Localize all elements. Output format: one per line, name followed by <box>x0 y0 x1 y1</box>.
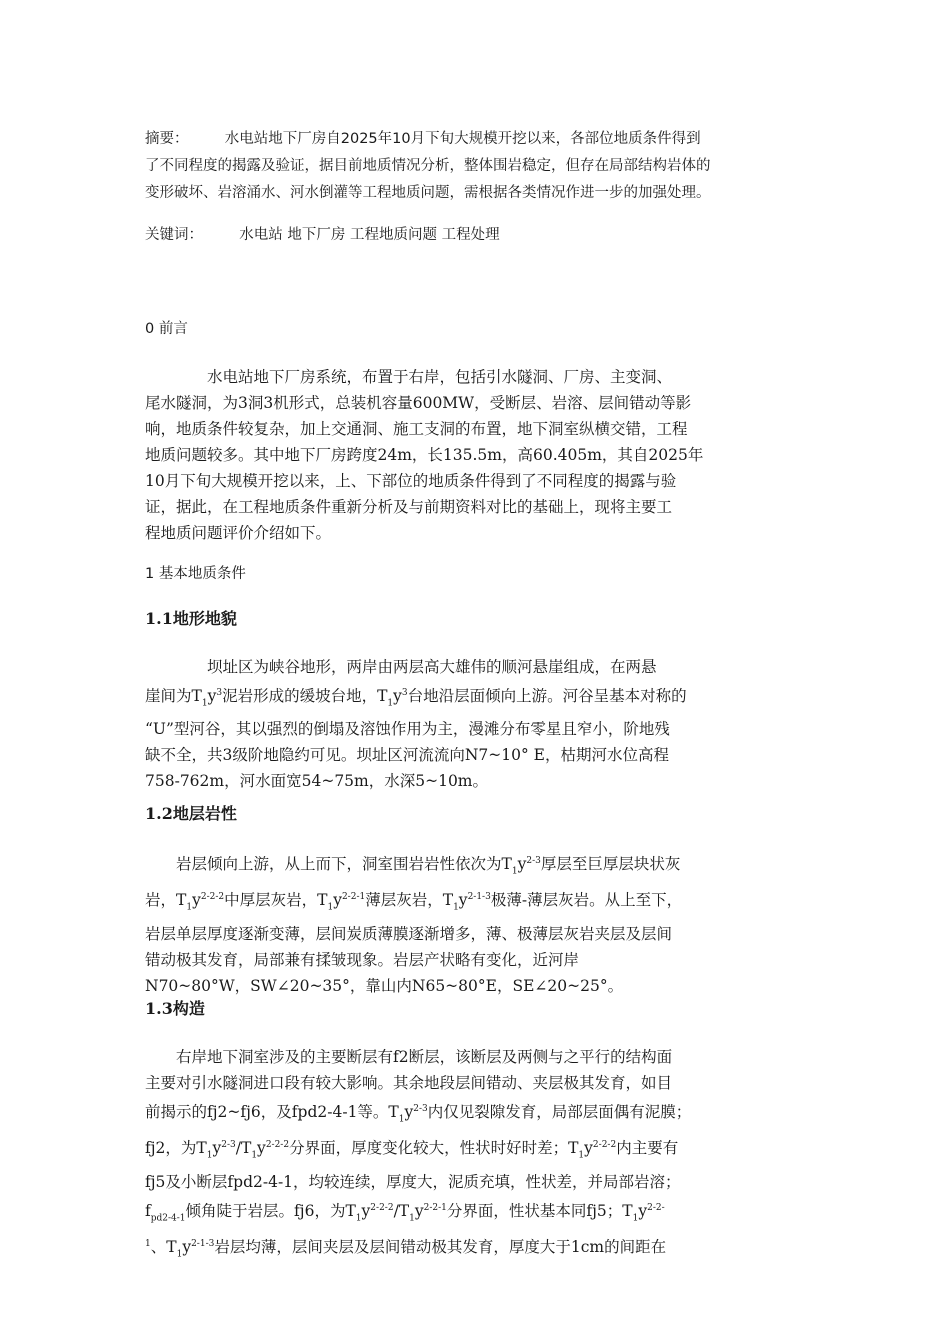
paragraph-line: 错动极其发育，局部兼有揉皱现象。岩层产状略有变化，近河岸 <box>145 950 580 969</box>
paragraph-line: 尾水隧洞，为3洞3机形式，总装机容量600MW，受断层、岩溶、层间错动等影 <box>145 394 692 412</box>
structure-paragraph <box>145 1044 813 1267</box>
lithology-paragraph <box>145 848 813 999</box>
subsection-title: 1.3构造 <box>145 999 205 1018</box>
paragraph-line: 地质问题较多。其中地下厂房跨度24m，长135.5m，高60.405m，其自2025年 <box>145 446 704 464</box>
paragraph-line: 758-762m，河水面宽54~75m，水深5~10m。 <box>145 772 489 791</box>
preface-paragraph <box>145 364 813 546</box>
paragraph-line: N70~80°W，SW∠20~35°，靠山内N65~80°E，SE∠20~25°。 <box>145 976 624 995</box>
paragraph-line: 10月下旬大规模开挖以来，上、下部位的地质条件得到了不同程度的揭露与验 <box>145 472 677 490</box>
paragraph-line: $^1$、$T_1y^{2-1-3}$岩层均薄，层间夹层及层间错动极其发育，厚度大于1cm的间距在 <box>145 1237 667 1259</box>
subsection-heading <box>145 606 813 632</box>
paragraph-line: 岩层单层厚度逐渐变薄，层间炭质薄膜逐渐增多，薄、极薄层灰岩夹层及层间 <box>145 924 673 943</box>
paragraph-line: 右岸地下洞室涉及的主要断层有f2断层，该断层及两侧与之平行的结构面 <box>145 1048 673 1066</box>
subsection-heading <box>145 801 813 827</box>
paragraph-line: 响，地质条件较复杂，加上交通洞、施工支洞的布置，地下洞室纵横交错，工程 <box>145 420 688 438</box>
subsection-title: 1.1地形地貌 <box>145 609 237 628</box>
paragraph-line: 证，据此，在工程地质条件重新分析及与前期资料对比的基础上，现将主要工 <box>145 498 673 516</box>
section-heading <box>145 316 813 343</box>
topography-paragraph <box>145 654 813 794</box>
section-title: 1 基本地质条件 <box>145 566 246 582</box>
paragraph-line: fj2，为$T_1y^{2-3}/T_1y^{2-2-2}$分界面，厚度变化较大，性状时好时差；$T_1y^{2-2-2}$内主要有 <box>145 1139 679 1161</box>
paragraph-line: 崖间为$T_1y^3$泥岩形成的缓坡台地，$T_1y^3$台地沿层面倾向上游。河谷呈基本对称的 <box>145 687 687 709</box>
paragraph-line: 坝址区为峡谷地形，两岸由两层高大雄伟的顺河悬崖组成，在两悬 <box>145 658 657 676</box>
subsection-title: 1.2地层岩性 <box>145 804 237 823</box>
paragraph-line: 程地质问题评价介绍如下。 <box>145 524 332 542</box>
paragraph-line: “U”型河谷，其以强烈的倒塌及溶蚀作用为主，漫滩分布零星且窄小，阶地残 <box>145 720 670 739</box>
abstract-line: 摘要： 水电站地下厂房自2025年10月下旬大规模开挖以来，各部位地质条件得到 <box>145 131 701 147</box>
subsection-heading <box>145 996 813 1022</box>
paragraph-line: $f_{pd2-4-1}$倾角陡于岩层。fj6，为$T_1y^{2-2-2}/T_1y^{2-2-1}$分界面，性状基本同fj5；$T_1y^{2-2-}$ <box>145 1201 665 1223</box>
paragraph-line: 岩层倾向上游，从上而下，洞室围岩岩性依次为$T_1y^{2-3}$厚层至巨厚层块状灰 <box>145 855 681 877</box>
paragraph-line: 主要对引水隧洞进口段有较大影响。其余地段层间错动、夹层极其发育，如目 <box>145 1074 673 1092</box>
paragraph-line: 水电站地下厂房系统，布置于右岸，包括引水隧洞、厂房、主变洞、 <box>145 368 673 386</box>
paragraph-line: 前揭示的fj2~fj6，及fpd2-4-1等。$T_1y^{2-3}$内仅见裂隙发育，局部层面偶有泥膜； <box>145 1103 692 1125</box>
paragraph-line: 缺不全，共3级阶地隐约可见。坝址区河流流向N7~10° E，枯期河水位高程 <box>145 746 669 765</box>
abstract-line: 了不同程度的揭露及验证，据目前地质情况分析，整体围岩稳定，但存在局部结构岩体的 <box>145 158 711 174</box>
section-title: 0 前言 <box>145 321 188 337</box>
section-heading <box>145 561 813 588</box>
abstract <box>145 126 813 207</box>
paragraph-line: fj5及小断层fpd2-4-1，均较连续，厚度大，泥质充填，性状差，并局部岩溶； <box>145 1172 681 1191</box>
paragraph-line: 岩，$T_1y^{2-2-2}$中厚层灰岩，$T_1y^{2-2-1}$薄层灰岩，$T_1y^{2-1-3}$极薄-薄层灰岩。从上至下， <box>145 891 683 913</box>
keywords <box>145 222 813 249</box>
keywords-line: 关键词： 水电站 地下厂房 工程地质问题 工程处理 <box>145 227 500 243</box>
abstract-line: 变形破坏、岩溶涌水、河水倒灌等工程地质问题，需根据各类情况作进一步的加强处理。 <box>145 185 711 201</box>
